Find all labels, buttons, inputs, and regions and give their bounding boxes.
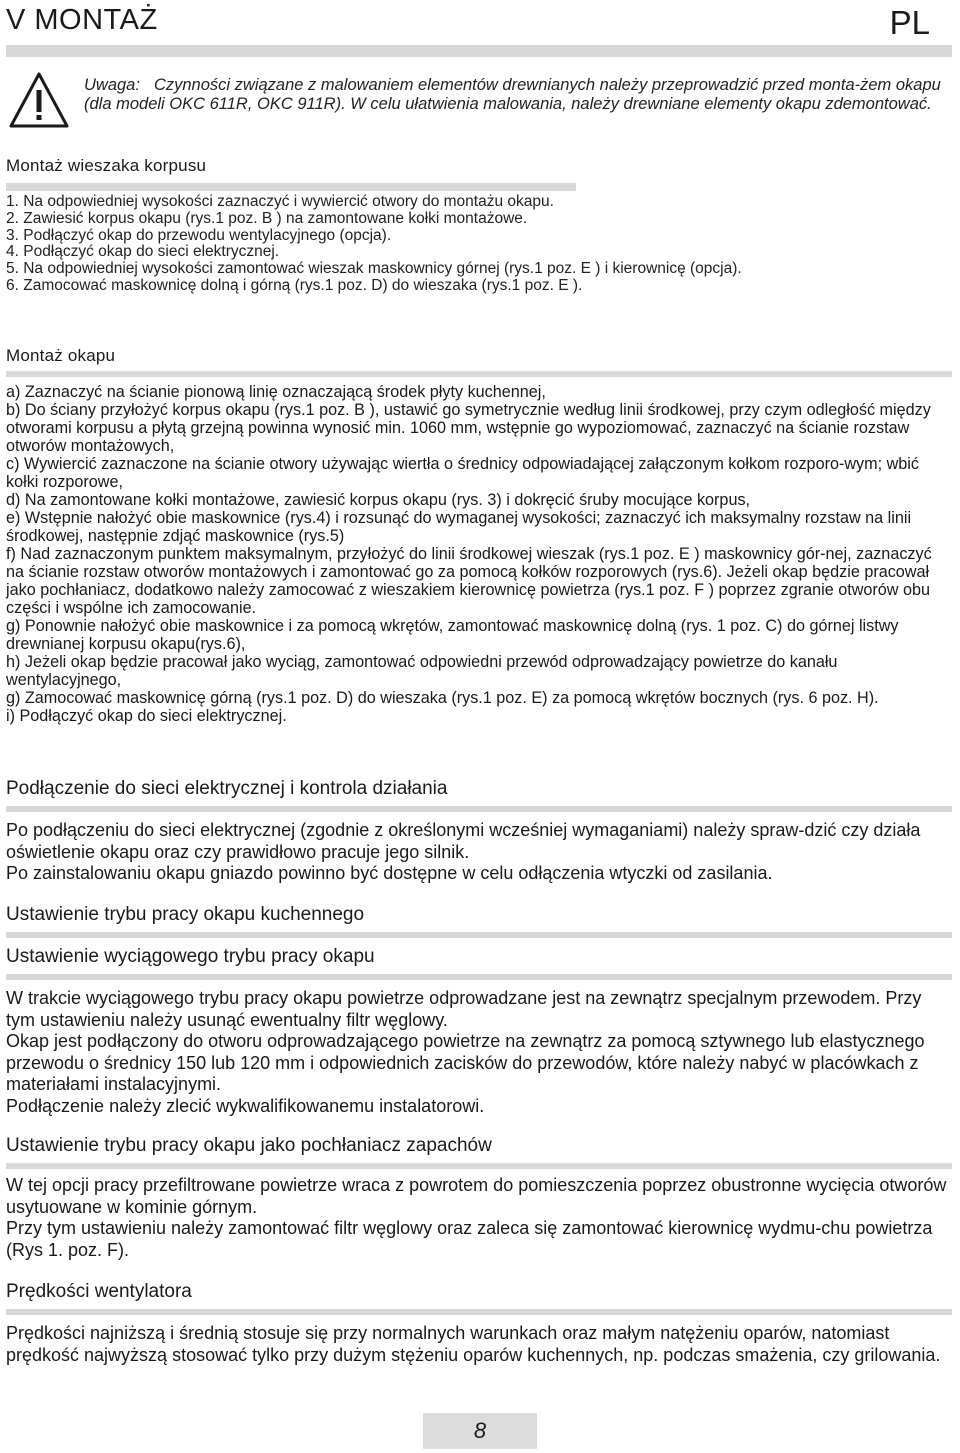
page-number: 8 <box>473 1418 487 1443</box>
paragraph: Przy tym ustawieniu należy zamontować filtr węglowy oraz zaleca się zamontować kierownicę wydmu-chu powietrza (Rys 1. poz. F). <box>6 1218 933 1260</box>
paragraph: Po zainstalowaniu okapu gniazdo powinno być dostępne w celu odłączenia wtyczki od zasilania. <box>6 863 773 884</box>
hood-steps <box>6 383 950 725</box>
list-item: h) Jeżeli okap będzie pracował jako wyciąg, zamontować odpowiedni przewód odprowadzający powietrze do kanału wentylacyjnego, <box>6 653 838 689</box>
extraction-mode-text <box>6 988 950 1118</box>
hanger-steps-list <box>6 194 946 295</box>
paragraph: Prędkości najniższą i średnią stosuje się przy normalnych warunkach oraz małym natężeniu oparów, natomiast prędkość najwyższą stosować tylko przy dużym stężeniu oparów kuchennych, np. podczas smażenia, czy grilowania. <box>6 1323 941 1365</box>
heading-hanger-mounting: Montaż wieszaka korpusu <box>6 156 207 175</box>
list-item: 1. Na odpowiedniej wysokości zaznaczyć i wywiercić otwory do montażu okapu. <box>6 193 554 210</box>
heading-operating-mode: Ustawienie trybu pracy okapu kuchennego <box>6 904 365 925</box>
section-title: V MONTAŻ <box>6 4 158 36</box>
warning-icon <box>8 70 70 130</box>
list-item: e) Wstępnie nałożyć obie maskownice (rys.4) i rozsunąć do wymaganej wysokości; zaznaczyć ich maksymalny rozstaw na linii środkowej, następnie zdjąć maskownice (rys.5) <box>6 509 912 545</box>
heading-hood-mounting: Montaż okapu <box>6 346 116 365</box>
section-divider <box>6 371 952 377</box>
section-divider <box>6 806 952 812</box>
recirculation-mode-text <box>6 1175 950 1261</box>
list-item: 2. Zawiesić korpus okapu (rys.1 poz. B ) na zamontowane kołki montażowe. <box>6 209 528 227</box>
list-item: 3. Podłączyć okap do przewodu wentylacyjnego (opcja). <box>6 226 392 244</box>
warning-label: Uwaga: <box>84 76 140 94</box>
section-divider <box>6 183 576 191</box>
list-item: i) Podłączyć okap do sieci elektrycznej. <box>6 707 287 725</box>
list-item: 6. Zamocować maskownicę dolną i górną (rys.1 poz. D) do wieszaka (rys.1 poz. E ). <box>6 276 583 294</box>
section-divider <box>6 974 952 980</box>
list-item: f) Nad zaznaczonym punktem maksymalnym, przyłożyć do linii środkowej wieszak (rys.1 poz. E ) maskownicy gór-nej, zaznaczyć na ścianie rozstaw otworów montażowych i zamontować go za pomocą kołków rozporowych (rys.6). Jeżeli okap będzie pracował jako pochłaniacz, dodatkowo należy zamocować z wieszakiem kierownicę powietrza (rys.1 poz. F ) poprzez zgranie otworów obu części i wspólne ich zamocowanie. <box>6 545 932 617</box>
paragraph: W tej opcji pracy przefiltrowane powietrze wraca z powrotem do pomieszczenia poprzez obustronne wycięcia otworów usytuowane w kominie górnym. <box>6 1175 947 1217</box>
heading-recirculation-mode: Ustawienie trybu pracy okapu jako pochłaniacz zapachów <box>6 1135 492 1156</box>
heading-fan-speeds: Prędkości wentylatora <box>6 1281 192 1302</box>
section-divider <box>6 1309 952 1315</box>
list-item: d) Na zamontowane kołki montażowe, zawiesić korpus okapu (rys. 3) i dokręcić śruby mocujące korpus, <box>6 491 751 509</box>
list-item: b) Do ściany przyłożyć korpus okapu (rys.1 poz. B ), ustawić go symetrycznie według linii środkowej, przy czym odległość między otworami korpusu a płytą grzejną powinna wynosić min. 1060 mm, wstępnie go wypoziomować, zaznaczyć na ścianie rozstaw otworów montażowych, <box>6 401 931 455</box>
paragraph: Podłączenie należy zlecić wykwalifikowanemu instalatorowi. <box>6 1095 485 1116</box>
warning-note <box>84 76 950 114</box>
warning-text: Czynności związane z malowaniem elementów drewnianych należy przeprowadzić przed monta-żem okapu (dla modeli OKC 611R, OKC 911R). W celu ułatwienia malowania, należy drewniane elementy okapu zdemontować. <box>84 76 941 113</box>
header-divider <box>6 45 952 57</box>
heading-extraction-mode: Ustawienie wyciągowego trybu pracy okapu <box>6 946 375 967</box>
heading-electrical-connection: Podłączenie do sieci elektrycznej i kontrola działania <box>6 778 448 799</box>
list-item: a) Zaznaczyć na ścianie pionową linię oznaczającą środek płyty kuchennej, <box>6 383 546 401</box>
electrical-connection-text <box>6 820 950 885</box>
paragraph: Po podłączeniu do sieci elektrycznej (zgodnie z określonymi wcześniej wymaganiami) należy spraw-dzić czy działa oświetlenie okapu oraz czy prawidłowo pracuje jego silnik. <box>6 820 921 862</box>
fan-speeds-text <box>6 1323 950 1366</box>
section-divider <box>6 1163 952 1169</box>
section-divider <box>6 932 952 938</box>
paragraph: W trakcie wyciągowego trybu pracy okapu powietrze odprowadzane jest na zewnątrz specjalnym przewodem. Przy tym ustawieniu należy usunąć ewentualny filtr węglowy. <box>6 988 922 1030</box>
paragraph: Okap jest podłączony do otworu odprowadzającego powietrze na zewnątrz za pomocą sztywnego lub elastycznego przewodu o średnicy 150 lub 120 mm i odpowiednich zacisków do przewodów, które należy nabyć w placówkach z materiałami instalacyjnymi. <box>6 1031 925 1095</box>
list-item: g) Ponownie nałożyć obie maskownice i za pomocą wkrętów, zamontować maskownicę dolną (rys. 1 poz. C) do górnej listwy drewnianej korpusu okapu(rys.6), <box>6 617 899 653</box>
list-item: c) Wywiercić zaznaczone na ścianie otwory używając wiertła o średnicy odpowiadającej załączonym kołkom rozporo-wym; wbić kołki rozporowe, <box>6 455 919 491</box>
list-item: 4. Podłączyć okap do sieci elektrycznej. <box>6 243 280 261</box>
list-item: 5. Na odpowiedniej wysokości zamontować wieszak maskownicy górnej (rys.1 poz. E ) i kierownicę (opcja). <box>6 260 742 278</box>
language-code: PL <box>889 4 930 41</box>
list-item: g) Zamocować maskownicę górną (rys.1 poz. D) do wieszaka (rys.1 poz. E) za pomocą wkrętów bocznych (rys. 6 poz. H). <box>6 689 879 707</box>
